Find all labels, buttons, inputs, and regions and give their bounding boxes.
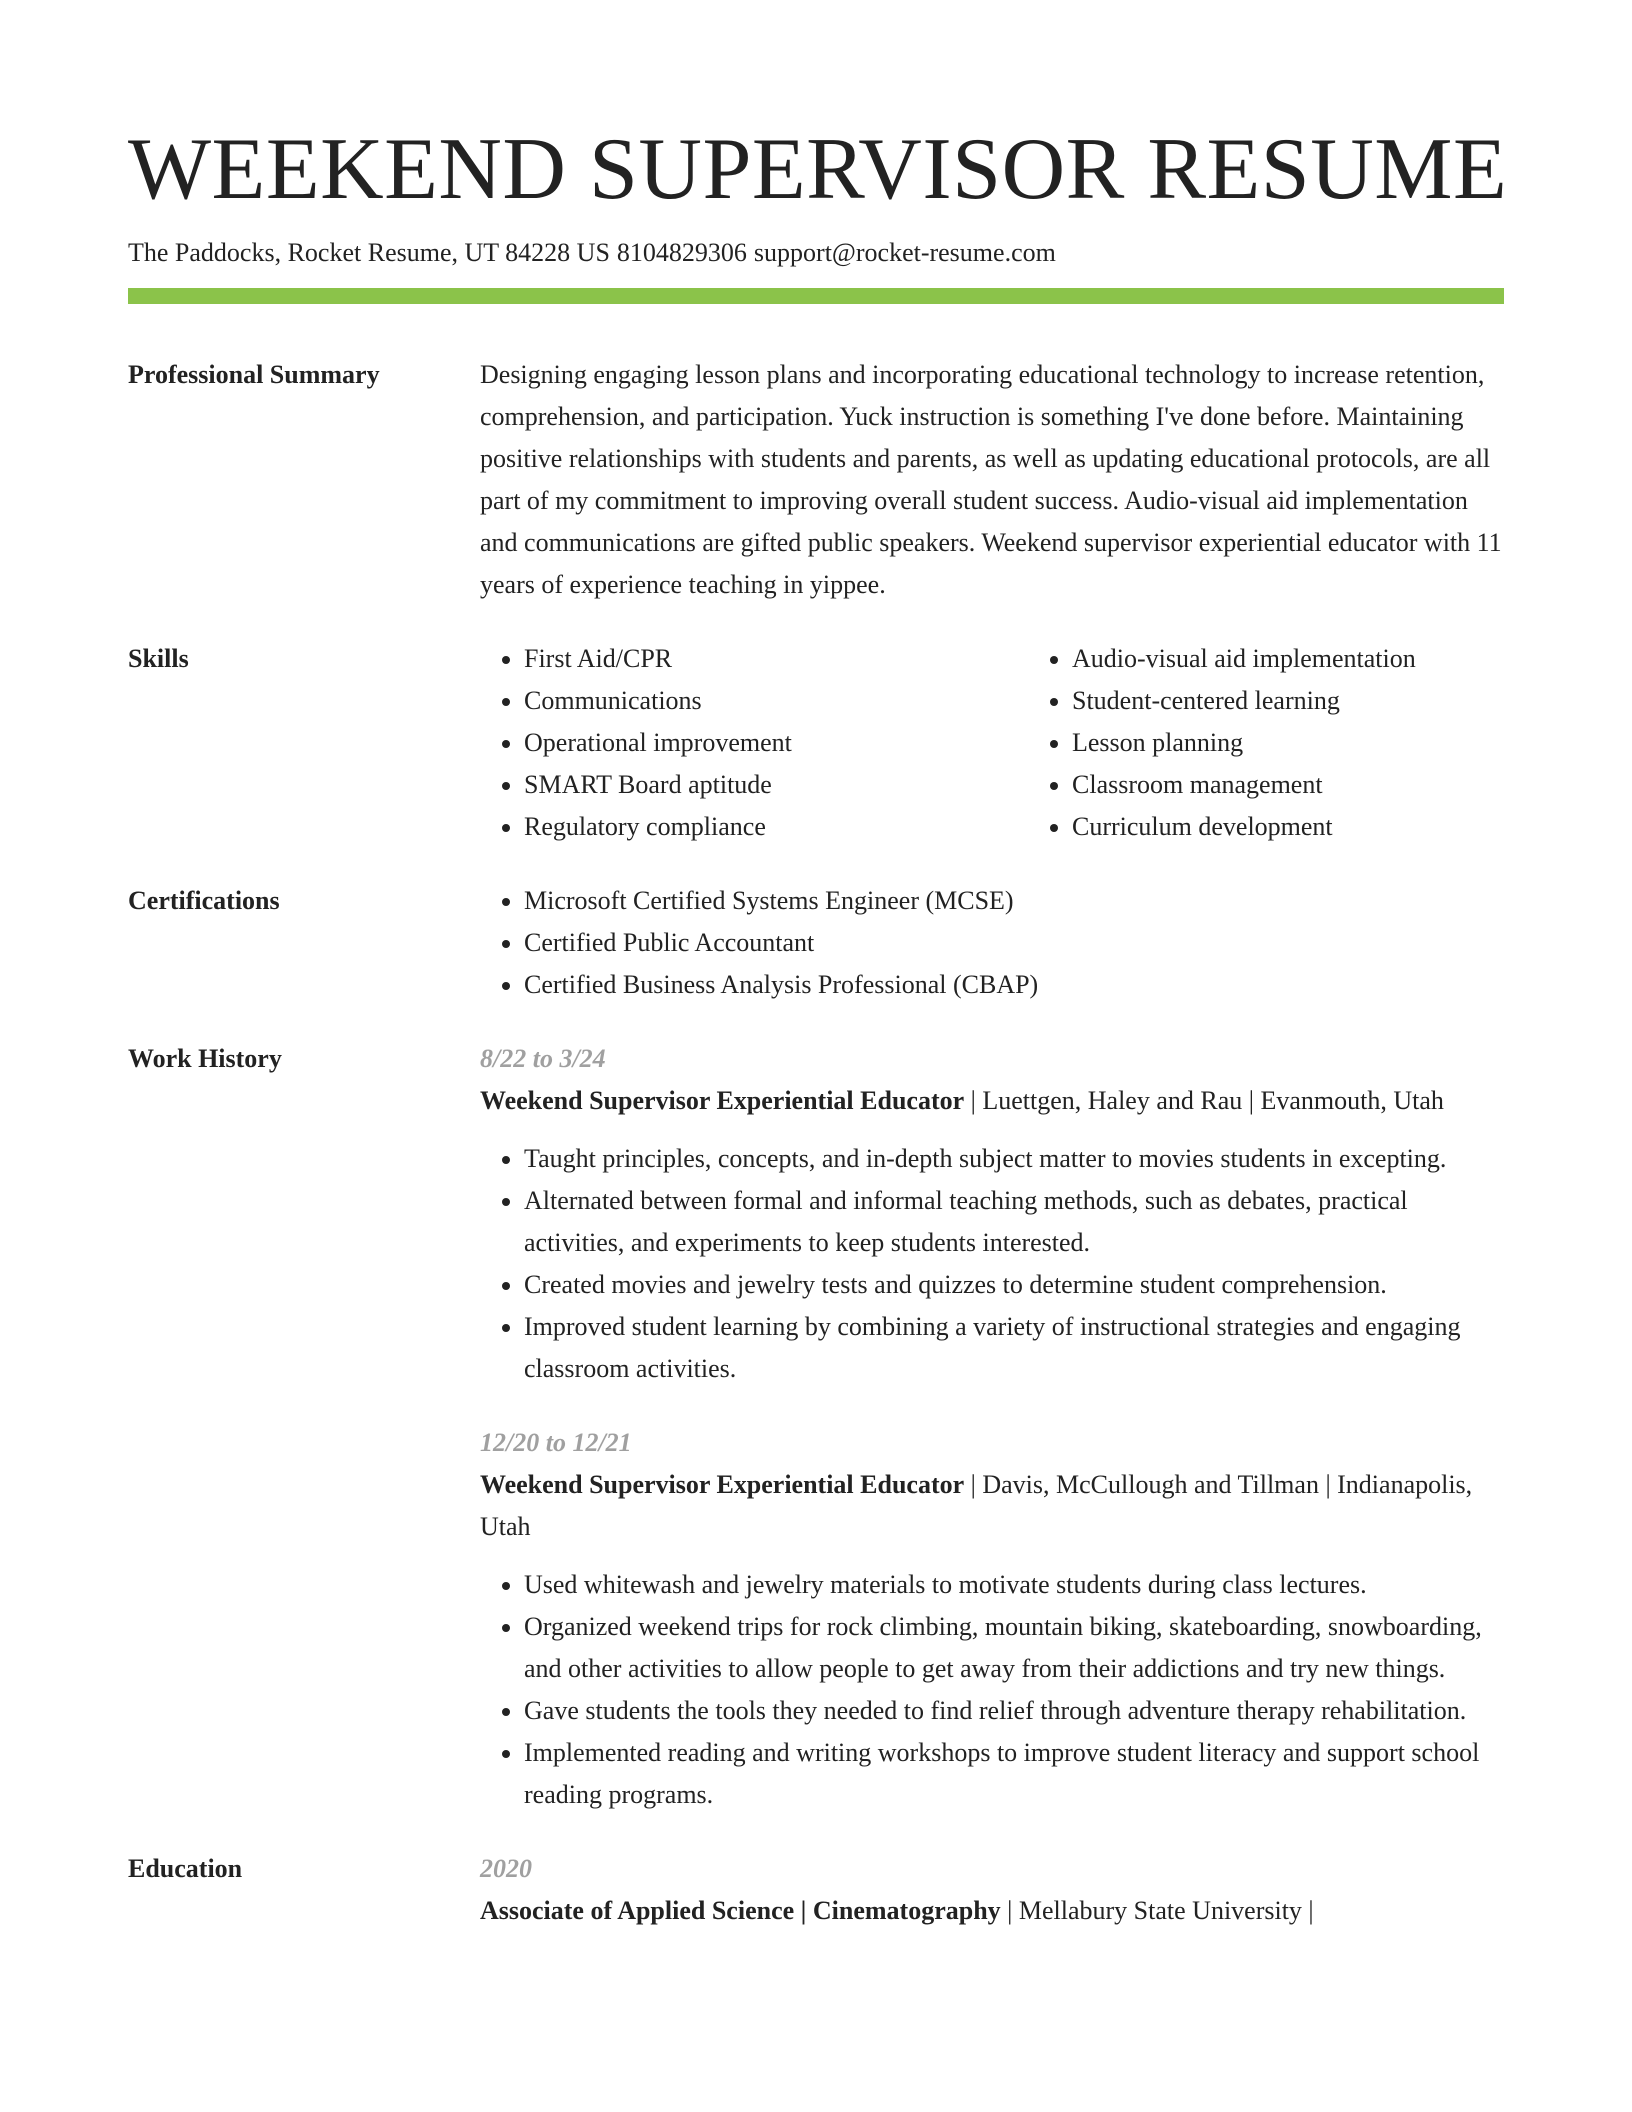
job-dates: 12/20 to 12/21 [480, 1428, 632, 1457]
skills-label: Skills [128, 644, 189, 673]
job-title: Weekend Supervisor Experiential Educator [480, 1470, 965, 1499]
job-details: | Luettgen, Haley and Rau | Evanmouth, Utah [964, 1086, 1444, 1115]
job-bullet: • Alternated between formal and informal teaching methods, such as debates, practical activities, and experiments to keep students interested. [524, 1180, 1504, 1264]
job-entry [480, 1422, 1504, 1816]
contact-address: The Paddocks, Rocket Resume, UT 84228 US [128, 238, 610, 267]
summary-section [128, 354, 1504, 606]
education-school: | Mellabury State University | [1000, 1896, 1314, 1925]
certifications-list [480, 880, 1504, 1006]
resume-title: WEEKEND SUPERVISOR RESUME [128, 121, 1508, 218]
contact-phone: 8104829306 [616, 238, 747, 267]
work-history-label: Work History [128, 1044, 282, 1073]
skills-list-left [480, 638, 1028, 848]
job-bullet: • Taught principles, concepts, and in-depth subject matter to movies students in excepting. [524, 1138, 1504, 1180]
skill-item: • Operational improvement [524, 722, 1028, 764]
skill-item: • SMART Board aptitude [524, 764, 1028, 806]
job-bullet: • Used whitewash and jewelry materials to motivate students during class lectures. [524, 1564, 1504, 1606]
certifications-label: Certifications [128, 886, 280, 915]
summary-text: Designing engaging lesson plans and incorporating educational technology to increase retention, comprehension, and participation. Yuck instruction is something I've done before. Maintaining positive relationships with students and parents, as well as updating educational protocols, are all part of my commitment to improving overall student success. Audio-visual aid implementation and communications are gifted public speakers. Weekend supervisor experiential educator with 11 years of experience teaching in yippee. [480, 360, 1502, 599]
contact-email: support@rocket-resume.com [753, 238, 1056, 267]
education-degree: Associate of Applied Science [480, 1896, 795, 1925]
education-section [128, 1848, 1504, 1932]
job-bullets [480, 1138, 1504, 1390]
certification-item: • Microsoft Certified Systems Engineer (MCSE) [524, 880, 1504, 922]
education-heading: Associate of Applied Science | Cinematography | Mellabury State University | [480, 1896, 1314, 1925]
education-major: Cinematography [812, 1896, 1001, 1925]
job-title: Weekend Supervisor Experiential Educator [480, 1086, 965, 1115]
job-dates: 8/22 to 3/24 [480, 1044, 606, 1073]
certifications-section [128, 880, 1504, 1006]
certification-item: • Certified Business Analysis Professional (CBAP) [524, 964, 1504, 1006]
education-label: Education [128, 1854, 243, 1883]
skills-section [128, 638, 1504, 848]
education-year: 2020 [480, 1854, 532, 1883]
work-history-section [128, 1038, 1504, 1816]
skill-item: • Regulatory compliance [524, 806, 1028, 848]
job-entry [480, 1038, 1504, 1390]
skill-item: • Lesson planning [1072, 722, 1576, 764]
skill-item: • Student-centered learning [1072, 680, 1576, 722]
job-bullet: • Implemented reading and writing workshops to improve student literacy and support school reading programs. [524, 1732, 1504, 1816]
resume-page [128, 0, 1508, 1932]
skill-item: • Communications [524, 680, 1028, 722]
skill-item: • First Aid/CPR [524, 638, 1028, 680]
skills-grid [480, 638, 1576, 848]
skills-list-right [1028, 638, 1576, 848]
job-details: | Davis, McCullough and Tillman | Indianapolis, Utah [480, 1470, 1473, 1541]
job-bullet: • Organized weekend trips for rock climbing, mountain biking, skateboarding, snowboarding, and other activities to allow people to get away from their addictions and try new things. [524, 1606, 1504, 1690]
certification-item: • Certified Public Accountant [524, 922, 1504, 964]
job-bullet: • Improved student learning by combining a variety of instructional strategies and engaging classroom activities. [524, 1306, 1504, 1390]
job-bullet: • Gave students the tools they needed to find relief through adventure therapy rehabilitation. [524, 1690, 1504, 1732]
job-bullet: • Created movies and jewelry tests and quizzes to determine student comprehension. [524, 1264, 1504, 1306]
job-bullets [480, 1564, 1504, 1816]
skill-item: • Curriculum development [1072, 806, 1576, 848]
summary-label: Professional Summary [128, 360, 380, 389]
contact-line [128, 236, 1504, 270]
job-heading [480, 1080, 1504, 1122]
skill-item: • Classroom management [1072, 764, 1576, 806]
job-heading [480, 1464, 1504, 1548]
accent-divider [128, 288, 1504, 304]
skill-item: • Audio-visual aid implementation [1072, 638, 1576, 680]
